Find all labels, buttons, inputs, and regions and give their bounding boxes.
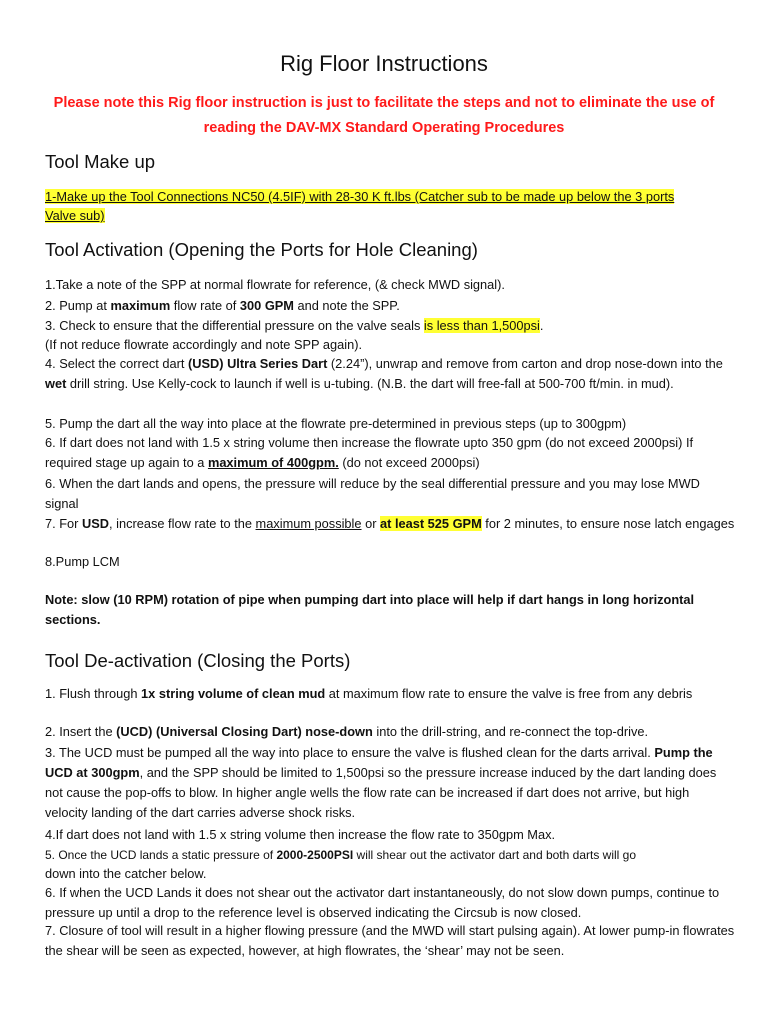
activation-step-3-note: (If not reduce flowrate accordingly and note SPP again). [45,337,363,352]
activation-step-4: 4. Select the correct dart (USD) Ultra Series Dart (2.24”), unwrap and remove from carton and drop nose-down into the wet drill string. Use Kelly-cock to launch if well is u-tubing. (N.B. the dart will free-fall at 500-700 ft/min. in mud). [45,356,723,391]
page-title: Rig Floor Instructions [280,51,488,76]
activation-step-6: 6. If dart does not land with 1.5 x string volume then increase the flowrate upto 350 gpm (do not exceed 2000psi) If required stage up again to a maximum of 400gpm. (do not exceed 2000psi) [45,435,694,470]
activation-step-7: 7. For USD, increase flow rate to the maximum possible or at least 525 GPM for 2 minutes, to ensure nose latch engages [45,516,735,531]
activation-step-8: 8.Pump LCM [45,554,120,569]
activation-step-2: 2. Pump at maximum flow rate of 300 GPM and note the SPP. [45,298,400,313]
deactivation-step-5-cont: down into the catcher below. [45,866,207,881]
heading-tool-deactivation: Tool De-activation (Closing the Ports) [45,650,351,671]
activation-rotation-note: Note: slow (10 RPM) rotation of pipe when pumping dart into place will help if dart hangs in long horizontal sections. [45,592,695,627]
activation-step-6b: 6. When the dart lands and opens, the pressure will reduce by the seal differential pressure and you may lose MWD signal [45,476,700,511]
activation-step-3: 3. Check to ensure that the differential pressure on the valve seals is less than 1,500psi. [45,318,544,333]
activation-step-1: 1.Take a note of the SPP at normal flowrate for reference, (& check MWD signal). [45,277,505,292]
deactivation-step-2: 2. Insert the (UCD) (Universal Closing Dart) nose-down into the drill-string, and re-connect the top-drive. [45,724,649,739]
makeup-step-line-2: Valve sub) [45,208,105,223]
deactivation-step-5: 5. Once the UCD lands a static pressure of 2000-2500PSI will shear out the activator dart and both darts will go [45,848,637,862]
deactivation-step-6: 6. If when the UCD Lands it does not shear out the activator dart instantaneously, do not slow down pumps, continue to pressure up until a drop to the reference level is observed indicating the Circsub is now closed. [45,885,720,920]
deactivation-step-1: 1. Flush through 1x string volume of clean mud at maximum flow rate to ensure the valve is free from any debris [45,686,693,701]
heading-tool-make-up: Tool Make up [45,151,156,172]
heading-tool-activation: Tool Activation (Opening the Ports for Hole Cleaning) [45,239,478,260]
deactivation-step-3: 3. The UCD must be pumped all the way into place to ensure the valve is flushed clean for the darts arrival. Pump the UCD at 300gpm, and the SPP should be limited to 1,500psi so the pressure increase induced by the dart landing does not cause the pop-offs to blow. In higher angle wells the flow rate can be increased if dart does not arrive, but high velocity landing of the dart carries adverse shock risks. [45,745,717,820]
makeup-step-line-1: 1-Make up the Tool Connections NC50 (4.5IF) with 28-30 K ft.lbs (Catcher sub to be made up below the 3 ports [45,189,675,204]
deactivation-step-7: 7. Closure of tool will result in a higher flowing pressure (and the MWD will start pulsing again). At lower pump-in flowrates the shear will be seen as expected, however, at high flowrates, the ‘shear’ may not be seen. [45,923,735,958]
activation-step-5: 5. Pump the dart all the way into place at the flowrate pre-determined in previous steps (up to 300gpm) [45,416,627,431]
deactivation-step-4: 4.If dart does not land with 1.5 x string volume then increase the flow rate to 350gpm Max. [45,827,556,842]
warning-note: Please note this Rig floor instruction is just to facilitate the steps and not to eliminate the use of reading the DAV-MX Standard Operating Procedures [53,95,715,136]
